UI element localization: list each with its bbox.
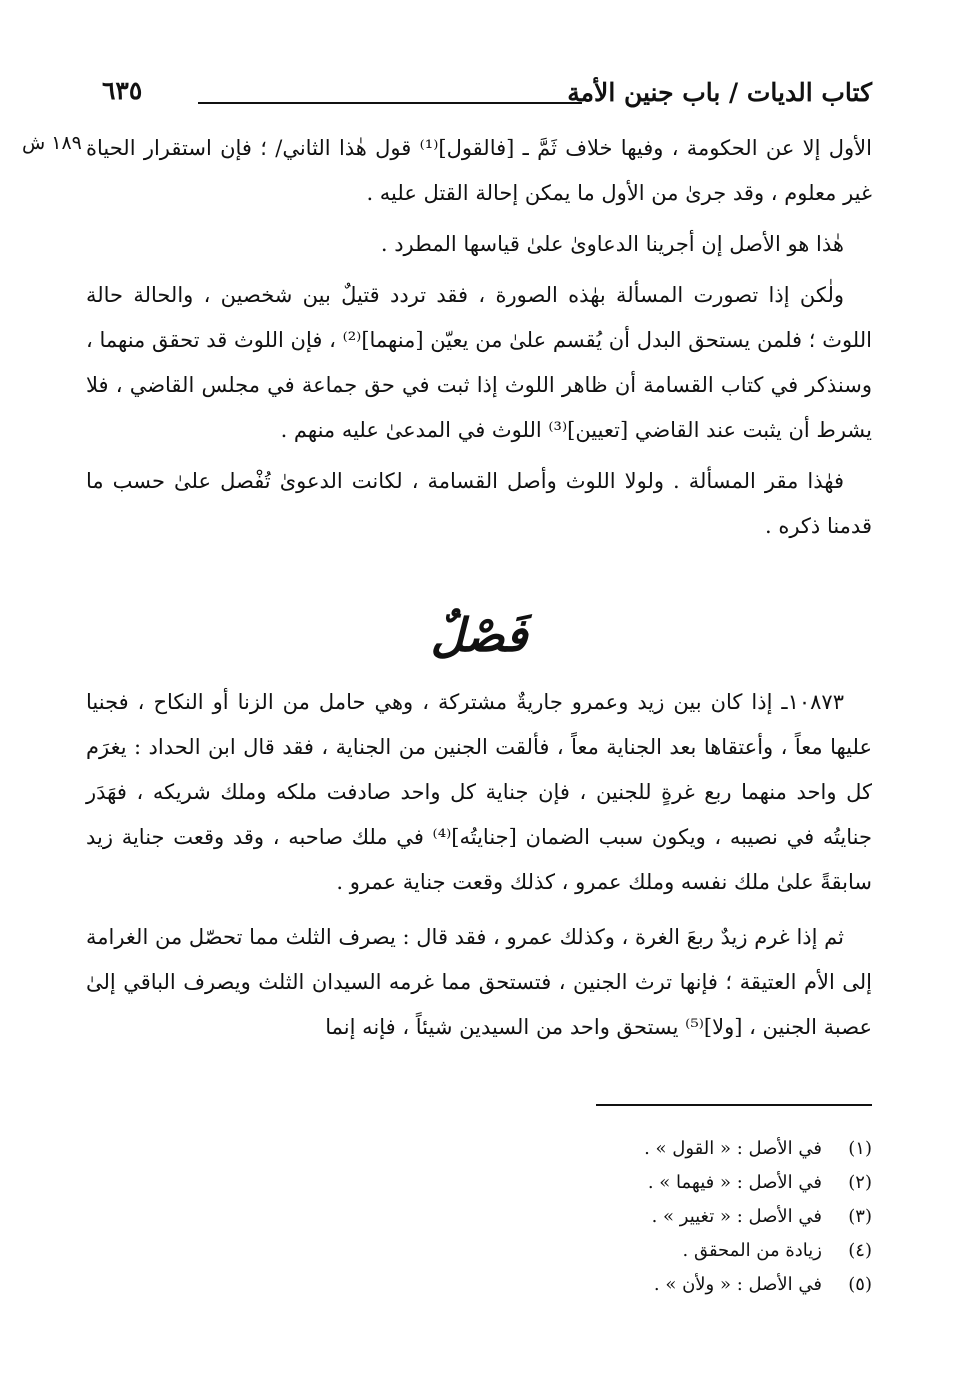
footnote [92, 1268, 872, 1302]
footnote-number: (٢) [848, 1172, 872, 1193]
body-text-top [86, 126, 872, 549]
footnote-text: في الأصل : « تغيير » . [651, 1206, 822, 1227]
paragraph: فهٰذا مقر المسألة . ولولا اللوث وأصل القسامة ، لكانت الدعوىٰ تُفْصل علىٰ حسب ما قدمنا ذكره . [86, 469, 872, 538]
footnote-text: زيادة من المحقق . [682, 1240, 822, 1261]
footnote [92, 1234, 872, 1268]
running-header [102, 78, 872, 118]
footnote-rule [596, 1104, 872, 1106]
footnote [92, 1132, 872, 1166]
footnote-number: (١) [848, 1138, 872, 1159]
body-text-bottom [86, 680, 872, 1050]
section-heading-wrap [0, 608, 958, 662]
footnotes [92, 1132, 872, 1302]
header-title: كتاب الديات / باب جنين الأمة [567, 78, 872, 107]
margin-note: ١٨٩ ش [22, 132, 82, 154]
paragraph: هٰذا هو الأصل إن أجرينا الدعاوىٰ علىٰ قياسها المطرد . [380, 232, 844, 256]
section-heading: فَصْلٌ [430, 608, 528, 662]
paragraph: ثم إذا غرم زيدٌ ربعَ الغرة ، وكذلك عمرو ، فقد قال : يصرف الثلث مما تحصّل من الغرامة إلى الأم العتيقة ؛ فإنها ترث الجنين ، فتستحق مما غرمه السيدان الثلث ويصرف الباقي إلىٰ عصبة الجنين ، [ولا]⁽⁵⁾ يستحق واحد من السيدين شيئاً ، فإنه إنما [86, 925, 872, 1039]
page-number: ٦٣٥ [102, 76, 143, 105]
footnote-text: في الأصل : « ولأن » . [653, 1274, 822, 1295]
paragraph: ولٰكن إذا تصورت المسألة بهٰذه الصورة ، فقد تردد قتيلٌ بين شخصين ، والحالة حالة اللوث ؛ فلمن يستحق البدل أن يُقسم علىٰ من يعيّن [منهما]⁽²⁾ ، فإن اللوث قد تحقق منهما ، وسنذكر في كتاب القسامة أن ظاهر اللوث إذا ثبت في حق جماعة في مجلس القاضي ، فلا يشرط أن يثبت عند القاضي [تعيين]⁽³⁾ اللوث في المدعىٰ عليه منهم . [86, 283, 872, 442]
footnote-text: في الأصل : « فيهما » . [647, 1172, 822, 1193]
header-rule [198, 102, 582, 104]
paragraph: الأول إلا عن الحكومة ، وفيها خلاف ثَمَّ ـ [فالقول]⁽¹⁾ قول هٰذا الثاني/ ؛ فإن استقرار الحياة غير معلوم ، وقد جرىٰ من الأول ما يمكن إحالة القتل عليه . [86, 136, 872, 205]
footnote-number: (٣) [848, 1206, 872, 1227]
footnote-number: (٤) [848, 1240, 872, 1261]
footnote-number: (٥) [848, 1274, 872, 1295]
footnote [92, 1166, 872, 1200]
footnote [92, 1200, 872, 1234]
footnote-text: في الأصل : « القول » . [644, 1138, 822, 1159]
paragraph: ١٠٨٧٣ـ إذا كان بين زيد وعمرو جاريةٌ مشتركة ، وهي حامل من الزنا أو النكاح ، فجنيا عليها معاً ، وأعتقاها بعد الجناية معاً ، فألقت الجنين من الجناية ، فقد قال ابن الحداد : يغرَم كل واحد منهما ربع غرةٍ للجنين ، فإن جناية كل واحد صادفت ملكه وملك شريكه ، فهَدَر جنايتُه في نصيبه ، ويكون سبب الضمان [جنايتُه]⁽⁴⁾ في ملك صاحبه ، وقد وقعت جناية زيد سابقةً علىٰ ملك نفسه وملك عمرو ، كذلك وقعت جناية عمرو . [86, 690, 872, 894]
